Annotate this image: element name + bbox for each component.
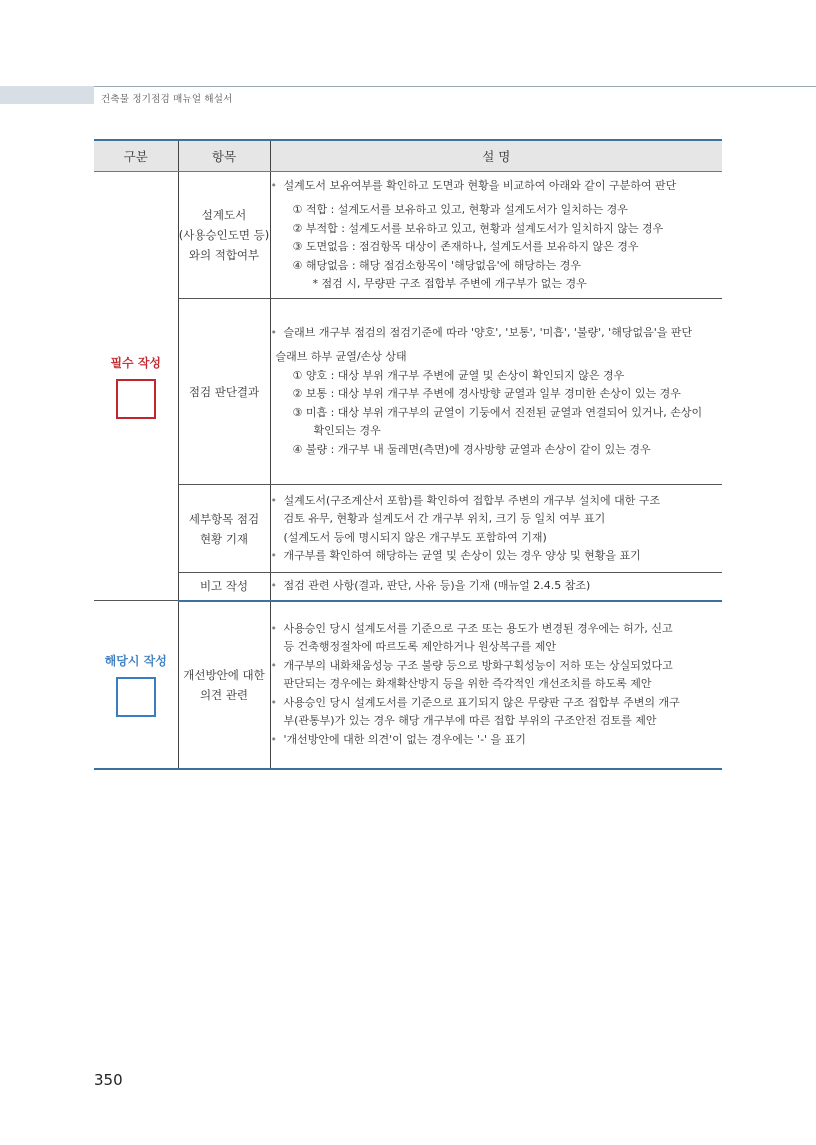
table-row: [94, 601, 722, 769]
sub-item: ② 부적합 : 설계도서를 보유하고 있고, 현황과 설계도서가 일치하지 않는 경우: [292, 221, 664, 235]
item-line: 설계도서: [201, 208, 247, 222]
checkbox-required[interactable]: [116, 379, 156, 419]
page-number: 350: [94, 1071, 123, 1089]
checkbox-conditional[interactable]: [116, 677, 156, 717]
sub-item-continuation: 확인되는 경우: [313, 424, 381, 438]
item-cell: [178, 573, 270, 601]
item-cell: [178, 485, 270, 573]
bullet-text: • 사용승인 당시 설계도서를 기준으로 구조 또는 용도가 변경된 경우에는 허가, 신고: [271, 620, 723, 639]
category-cell-conditional: [94, 601, 178, 769]
sub-item: ② 보통 : 대상 부위 개구부 주변에 경사방향 균열과 일부 경미한 손상이 있는 경우: [292, 387, 681, 401]
table-row: [94, 573, 722, 601]
description-cell: [270, 573, 722, 601]
column-header-item: 항목: [178, 140, 270, 172]
item-line: 와의 적합여부: [188, 248, 260, 262]
note-text: * 점검 시, 무량판 구조 접합부 주변에 개구부가 없는 경우: [312, 277, 587, 290]
description-cell: [270, 601, 722, 769]
description-cell: [270, 485, 722, 573]
item-cell: [178, 299, 270, 485]
sub-item: ① 적합 : 설계도서를 보유하고 있고, 현황과 설계도서가 일치하는 경우: [292, 203, 628, 216]
bullet-text: • 사용승인 당시 설계도서를 기준으로 표기되지 않은 무량판 구조 접합부 주변의 개구: [271, 694, 723, 713]
bullet-text: • '개선방안에 대한 의견'이 없는 경우에는 '-' 을 표기: [271, 731, 723, 750]
inspection-table: [94, 139, 722, 770]
item-cell: [178, 601, 270, 769]
bullet-text: • 설계도서(구조계산서 포함)를 확인하여 접합부 주변의 개구부 설치에 대한 구조: [271, 492, 723, 511]
table-row: [94, 299, 722, 485]
header-rule: [94, 86, 816, 87]
bullet-text: • 점검 관련 사항(결과, 판단, 사유 등)을 기재 (매뉴얼 2.4.5 참조): [271, 577, 723, 596]
sub-heading: 슬래브 하부 균열/손상 상태: [275, 350, 407, 364]
item-line: 의견 관련: [199, 687, 249, 702]
bullet-text: • 슬래브 개구부 점검의 점검기준에 따라 '양호', '보통', '미흡', '불량', '해당없음'을 판단: [271, 324, 723, 343]
sub-item: ④ 불량 : 개구부 내 둘레면(측면)에 경사방향 균열과 손상이 같이 있는 경우: [292, 442, 651, 456]
bullet-continuation: 부(관통부)가 있는 경우 해당 개구부에 따른 접합 부위의 구조안전 검토를 제안: [283, 714, 657, 728]
bullet-continuation: 등 건축행정절차에 따르도록 제안하거나 원상복구를 제안: [283, 640, 557, 654]
bullet-text: • 설계도서 보유여부를 확인하고 도면과 현황을 비교하여 아래와 같이 구분하여 판단: [271, 177, 723, 196]
sub-item: ③ 도면없음 : 점검항목 대상이 존재하나, 설계도서를 보유하지 않은 경우: [292, 240, 639, 253]
sub-item: ① 양호 : 대상 부위 개구부 주변에 균열 및 손상이 확인되지 않은 경우: [292, 368, 625, 382]
sub-item: ③ 미흡 : 대상 부위 개구부의 균열이 기둥에서 진전된 균열과 연결되어 있거나, 손상이: [292, 405, 703, 419]
item-cell: [178, 172, 270, 299]
description-cell: [270, 172, 722, 299]
item-line: (사용승인도면 등): [178, 228, 270, 242]
category-cell-required: [94, 172, 178, 601]
sub-item: ④ 해당없음 : 해당 점검소항목이 '해당없음'에 해당하는 경우: [292, 258, 581, 272]
category-label-required: 필수 작성: [110, 355, 162, 370]
item-line: 개선방안에 대한: [183, 667, 265, 682]
table-row: [94, 485, 722, 573]
item-line: 점검 판단결과: [188, 384, 260, 399]
table-row: [94, 172, 722, 299]
column-header-description: 설 명: [270, 140, 722, 172]
table-header-row: [94, 140, 722, 172]
bullet-continuation: 판단되는 경우에는 화재확산방지 등을 위한 즉각적인 개선조치를 하도록 제안: [283, 677, 652, 691]
item-line: 비고 작성: [199, 579, 249, 594]
header-accent-bar: [0, 86, 94, 104]
column-header-category: 구분: [94, 140, 178, 172]
description-cell: [270, 299, 722, 485]
item-line: 현황 기재: [199, 531, 249, 546]
item-line: 세부항목 점검: [188, 511, 260, 526]
bullet-text: • 개구부의 내화채움성능 구조 불량 등으로 방화구획성능이 저하 또는 상실되었다고: [271, 657, 723, 676]
running-title: 건축물 정기점검 매뉴얼 해설서: [101, 94, 233, 105]
bullet-continuation: (설계도서 등에 명시되지 않은 개구부도 포함하여 기재): [283, 530, 547, 544]
bullet-continuation: 검토 유무, 현황과 설계도서 간 개구부 위치, 크기 등 일치 여부 표기: [283, 512, 606, 525]
category-label-conditional: 해당시 작성: [104, 653, 167, 668]
bullet-text: • 개구부를 확인하여 해당하는 균열 및 손상이 있는 경우 양상 및 현황을 표기: [271, 547, 723, 566]
